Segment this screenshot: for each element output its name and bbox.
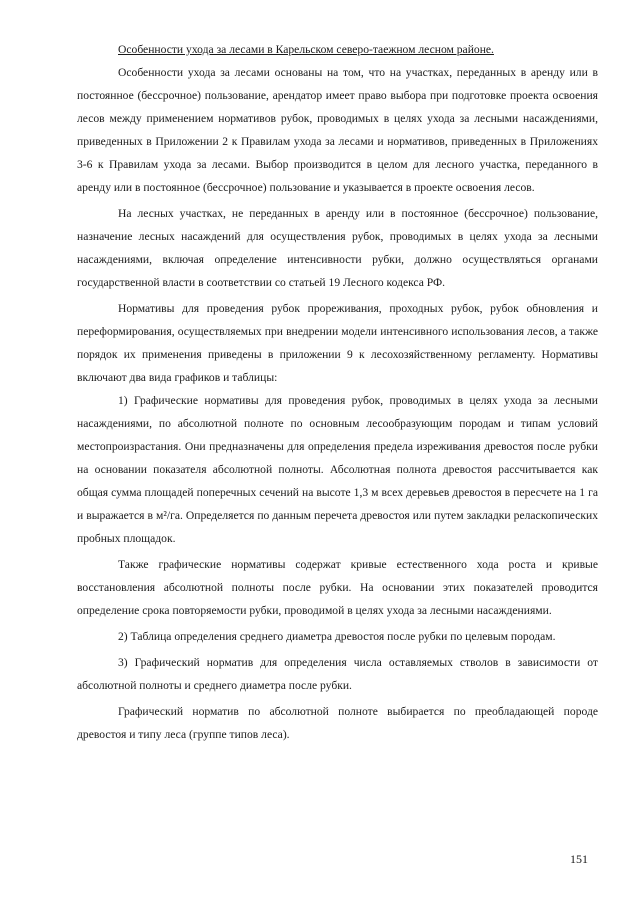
paragraph-8: Графический норматив по абсолютной полноте выбирается по преобладающей породе древостоя и типу леса (группе типов леса). xyxy=(77,705,598,741)
page-content xyxy=(77,38,598,746)
paragraph-2: На лесных участках, не переданных в аренду или в постоянное (бессрочное) пользование, назначение лесных насаждений для осуществления рубок, проводимых в целях ухода за лесными насаждениями, включая определение интенсивности рубки, должно осуществляться органами государственной власти в соответствии со статьей 19 Лесного кодекса РФ. xyxy=(77,207,598,289)
section-title: Особенности ухода за лесами в Карельском северо-таежном лесном районе. xyxy=(118,43,494,56)
paragraph-7: 3) Графический норматив для определения числа оставляемых стволов в зависимости от абсолютной полноты и среднего диаметра после рубки. xyxy=(77,656,598,692)
paragraph-4: 1) Графические нормативы для проведения рубок, проводимых в целях ухода за лесными насаждениями, по абсолютной полноте по основным лесообразующим породам и типам условий местопроизрастания. Они предназначены для определения предела изреживания древостоя после рубки на основании показателя абсолютной полноты. Абсолютная полнота древостоя рассчитывается как общая сумма площадей поперечных сечений на высоте 1,3 м всех деревьев древостоя в пересчете на 1 га и выражается в м²/га. Определяется по данным перечета древостоя или путем закладки реласкопических пробных площадок. xyxy=(77,394,598,545)
paragraph-5: Также графические нормативы содержат кривые естественного хода роста и кривые восстановления абсолютной полноты после рубки. На основании этих показателей проводится определение срока повторяемости рубки, проводимой в целях ухода за лесными насаждениями. xyxy=(77,558,598,617)
page-number: 151 xyxy=(570,852,588,866)
paragraph-3: Нормативы для проведения рубок прореживания, проходных рубок, рубок обновления и переформирования, осуществляемых при внедрении модели интенсивного использования лесов, а также порядок их применения приведены в приложении 9 к лесохозяйственному регламенту. Нормативы включают два вида графиков и таблицы: xyxy=(77,302,598,384)
paragraph-1: Особенности ухода за лесами основаны на том, что на участках, переданных в аренду или в постоянное (бессрочное) пользование, арендатор имеет право выбора при подготовке проекта освоения лесов между применением нормативов рубок, проводимых в целях ухода за лесными насаждениями, приведенных в Приложении 2 к Правилам ухода за лесами и нормативов, приведенных в Приложениях 3-6 к Правилам ухода за лесами. Выбор производится в целом для лесного участка, переданного в аренду или в постоянное (бессрочное) пользование и указывается в проекте освоения лесов. xyxy=(77,66,598,194)
paragraph-6: 2) Таблица определения среднего диаметра древостоя после рубки по целевым породам. xyxy=(118,630,556,643)
